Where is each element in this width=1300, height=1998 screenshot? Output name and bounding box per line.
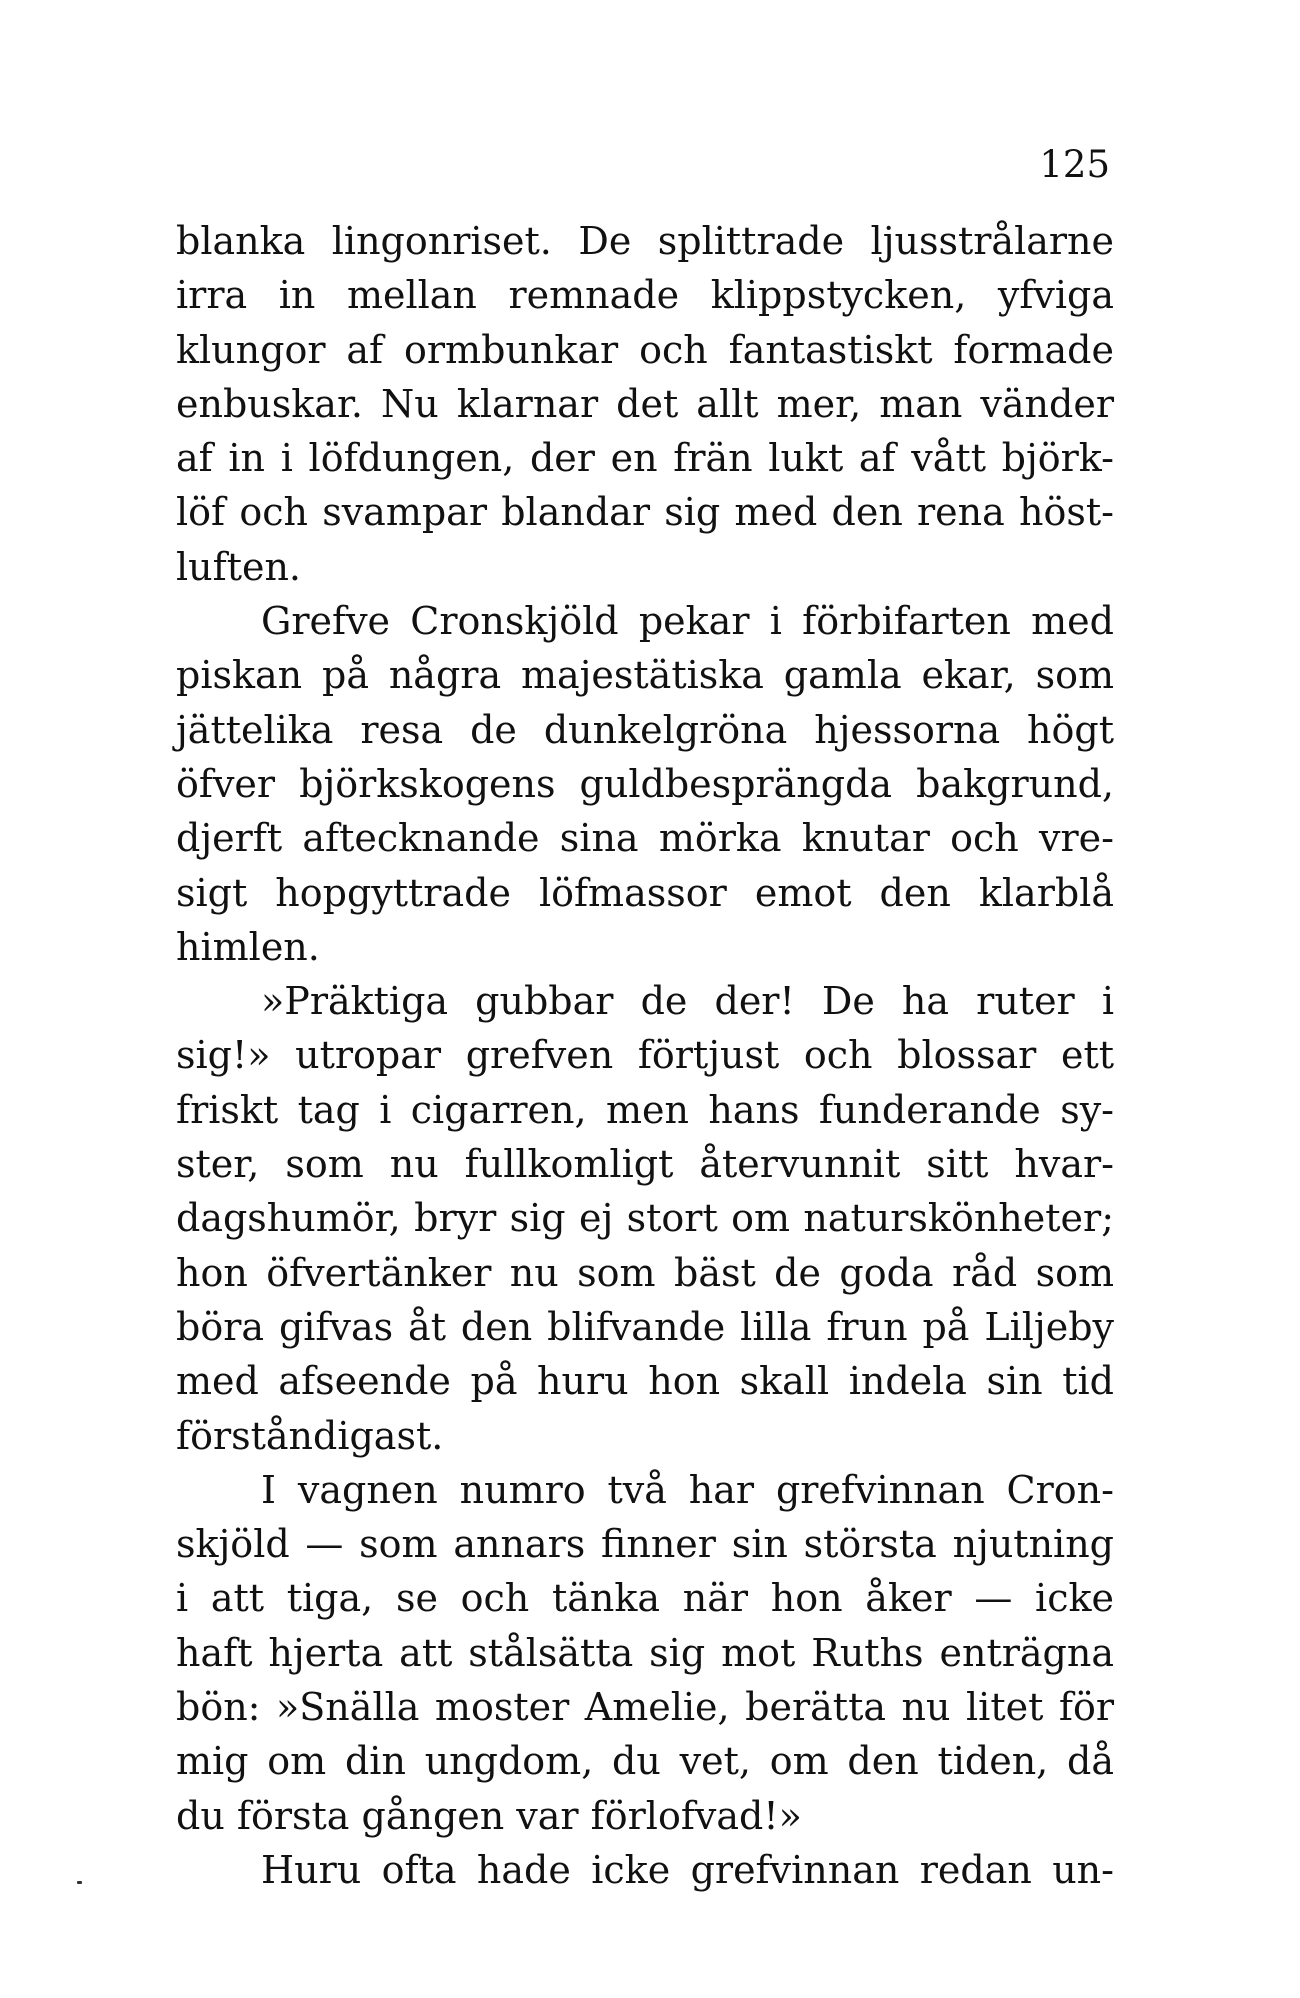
text-line: löf och svampar blandar sig med den rena höst- xyxy=(176,490,1114,535)
text-line: du första gången var förlofvad!» xyxy=(176,1793,802,1838)
text-line: Huru ofta hade icke grefvinnan redan un- xyxy=(261,1847,1114,1892)
text-line: skjöld — som annars finner sin största njutning xyxy=(176,1522,1114,1567)
body-text xyxy=(176,214,1114,1897)
text-line: haft hjerta att stålsätta sig mot Ruths enträgna xyxy=(176,1630,1114,1675)
text-line: i att tiga, se och tänka när hon åker — icke xyxy=(176,1576,1114,1621)
text-line: »Präktiga gubbar de der! De ha ruter i xyxy=(261,979,1114,1024)
text-line: piskan på några majestätiska gamla ekar, som xyxy=(176,653,1114,698)
text-line: luften. xyxy=(176,544,302,589)
text-line: hon öfvertänker nu som bäst de goda råd som xyxy=(176,1250,1114,1295)
text-line: böra gifvas åt den blifvande lilla frun på Liljeby xyxy=(176,1304,1114,1349)
text-line: af in i löfdungen, der en frän lukt af vått björk- xyxy=(176,436,1114,481)
text-line: bön: »Snälla moster Amelie, berätta nu litet för xyxy=(176,1685,1114,1730)
text-line: friskt tag i cigarren, men hans funderande sy- xyxy=(176,1087,1114,1132)
text-line: öfver björkskogens guldbesprängda bakgrund, xyxy=(176,761,1114,806)
page-number: 125 xyxy=(1039,143,1110,186)
text-line: irra in mellan remnade klippstycken, yfviga xyxy=(176,273,1114,318)
text-line: Grefve Cronskjöld pekar i förbifarten med xyxy=(261,599,1114,644)
text-line: enbuskar. Nu klarnar det allt mer, man vänder xyxy=(176,381,1114,426)
text-line: sig!» utropar grefven förtjust och blossar ett xyxy=(176,1033,1114,1078)
text-line: mig om din ungdom, du vet, om den tiden, då xyxy=(176,1739,1114,1784)
text-line: sigt hopgyttrade löfmassor emot den klarblå xyxy=(176,870,1114,915)
text-line: med afseende på huru hon skall indela sin tid xyxy=(176,1359,1114,1404)
text-line: blanka lingonriset. De splittrade ljusstrålarne xyxy=(176,219,1114,263)
text-line: dagshumör, bryr sig ej stort om naturskönheter; xyxy=(176,1196,1114,1241)
text-line: jättelika resa de dunkelgröna hjessorna högt xyxy=(176,707,1114,752)
text-line: ster, som nu fullkomligt återvunnit sitt hvar- xyxy=(176,1142,1114,1187)
text-line: klungor af ormbunkar och fantastiskt formade xyxy=(176,327,1114,372)
print-speck xyxy=(77,1881,82,1884)
text-line: djerft aftecknande sina mörka knutar och vre- xyxy=(176,816,1114,861)
text-line: himlen. xyxy=(176,924,320,969)
text-line: förståndigast. xyxy=(176,1413,444,1458)
text-line: I vagnen numro två har grefvinnan Cron- xyxy=(261,1467,1114,1512)
